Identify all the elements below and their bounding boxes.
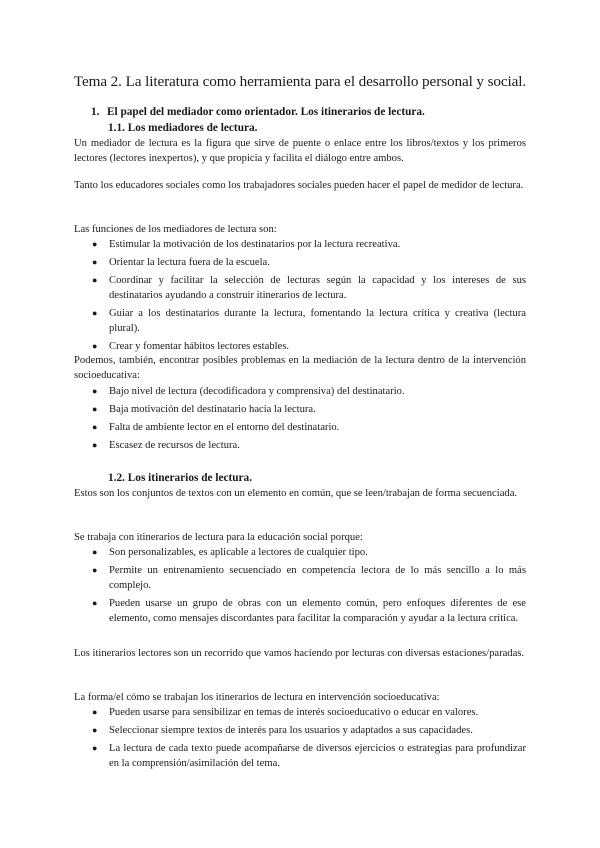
list-item: ● Bajo nivel de lectura (decodificadora y comprensiva) del destinatario. (92, 386, 405, 397)
paragraph-itinerarios-definition: Estos son los conjuntos de textos con un elemento en común, que se leen/trabajan de forma secuenciada. (74, 488, 518, 499)
list-item: ● Crear y fomentar hábitos lectores estables. (92, 341, 290, 352)
list-item: ● La lectura de cada texto puede acompañarse de diversos ejercicios o estrategias para profundizar en la comprensión/asimilación del tema. (92, 743, 526, 769)
bullet-icon: ● (92, 275, 98, 285)
bullet-icon: ● (92, 341, 98, 351)
list-item: ● Son personalizables, es aplicable a lectores de cualquier tipo. (92, 547, 368, 558)
bullet-icon: ● (92, 598, 98, 608)
bullet-icon: ● (92, 422, 98, 432)
bullet-icon: ● (92, 404, 98, 414)
problems-list (92, 384, 526, 456)
subsection-heading-mediadores: 1.1. Los mediadores de lectura. (108, 122, 258, 134)
methods-list (92, 705, 526, 774)
bullet-icon: ● (92, 743, 98, 753)
bullet-icon: ● (92, 707, 98, 717)
bullet-icon: ● (92, 547, 98, 557)
bullet-icon: ● (92, 386, 98, 396)
paragraph-porque-intro: Se trabaja con itinerarios de lectura para la educación social porque: (74, 532, 363, 543)
functions-list (92, 237, 526, 357)
list-item: ● Pueden usarse para sensibilizar en temas de interés socioeducativo o educar en valores. (92, 707, 479, 718)
list-item: ● Pueden usarse un grupo de obras con un elemento común, pero enfoques diferentes de ese elemento, como mensajes discordantes para facilitar la comparación y ayudar a la lectura crítica. (92, 598, 526, 624)
subsection-heading-itinerarios: 1.2. Los itinerarios de lectura. (108, 472, 253, 484)
list-item: ● Baja motivación del destinatario hacia la lectura. (92, 404, 316, 415)
list-item: ● Orientar la lectura fuera de la escuela. (92, 257, 270, 268)
paragraph-forma-intro: La forma/el cómo se trabajan los itinerarios de lectura en intervención socioeducativa: (74, 692, 440, 703)
list-item: ● Coordinar y facilitar la selección de lecturas según la capacidad y los intereses de sus destinatarios ayudando a construir itinerarios de lectura. (92, 275, 526, 301)
reasons-list (92, 545, 526, 629)
bullet-icon: ● (92, 565, 98, 575)
section-heading (91, 106, 425, 118)
paragraph-problemas-intro: Podemos, también, encontrar posibles problemas en la mediación de la lectura dentro de la intervención socioeducativa: (74, 355, 526, 381)
paragraph-recorrido: Los itinerarios lectores son un recorrido que vamos haciendo por lecturas con diversas estaciones/paradas. (74, 648, 525, 659)
bullet-icon: ● (92, 257, 98, 267)
list-item: ● Guiar a los destinatarios durante la lectura, fomentando la lectura crítica y creativa (lectura plural). (92, 308, 526, 334)
section-number: 1. (91, 106, 100, 118)
bullet-icon: ● (92, 308, 98, 318)
bullet-icon: ● (92, 239, 98, 249)
list-item: ● Estimular la motivación de los destinatarios por la lectura recreativa. (92, 239, 401, 250)
list-item: ● Seleccionar siempre textos de interés para los usuarios y adaptados a sus capacidades. (92, 725, 473, 736)
bullet-icon: ● (92, 725, 98, 735)
list-item: ● Escasez de recursos de lectura. (92, 440, 240, 451)
bullet-icon: ● (92, 440, 98, 450)
paragraph-mediador-definition: Un mediador de lectura es la figura que sirve de puente o enlace entre los libros/textos y los primeros lectores (lectores inexpertos), y que propicia y facilita el diálogo entre ambos. (74, 138, 526, 164)
list-item: ● Falta de ambiente lector en el entorno del destinatario. (92, 422, 340, 433)
paragraph-funciones-intro: Las funciones de los mediadores de lectura son: (74, 224, 277, 235)
section-heading-text: El papel del mediador como orientador. Los itinerarios de lectura. (107, 106, 425, 118)
document-title: Tema 2. La literatura como herramienta para el desarrollo personal y social. (73, 73, 527, 90)
paragraph-educadores: Tanto los educadores sociales como los trabajadores sociales pueden hacer el papel de medidor de lectura. (74, 180, 524, 191)
list-item: ● Permite un entrenamiento secuenciado en competencia lectora de lo más sencillo a lo más complejo. (92, 565, 526, 591)
